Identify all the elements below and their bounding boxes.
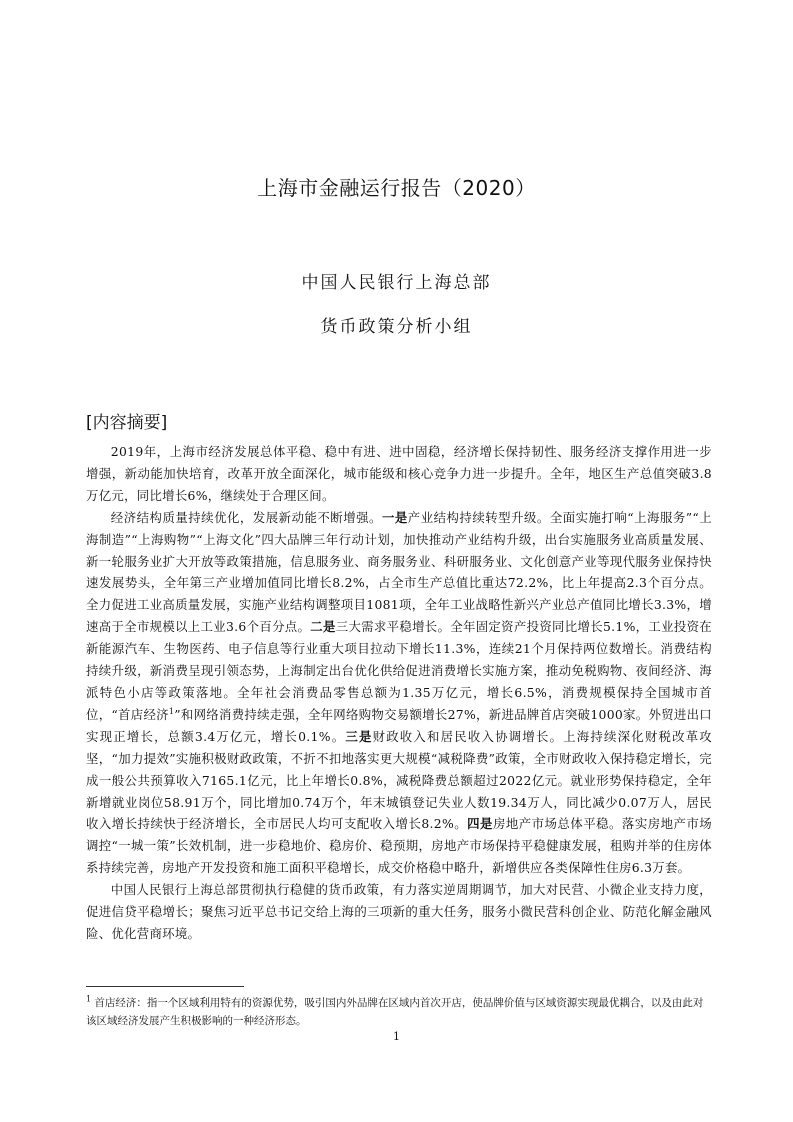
p2-industry: 产业结构持续转型升级。全面实施打响“上海服务”“上海制造”“上海购物”“上海文化”四大品牌三年行动计划，加快推动产业结构升级，出台实施服务业高质量发展、新一轮服务业扩大开放等政策措施，信息服务业、商务服务业、科研服务业、文化创意产业等现代服务业保持快速发展势头，全年第三产业增加值同比增长8.2%，占全市生产总值比重达72.2%，比上年提高2.3个百分点。全力促进工业高质量发展，实施产业结构调整项目1081项，全年工业战略性新兴产业总产值同比增长3.3%，增速高于全市规模以上工业3.6个百分点。 (86, 509, 712, 635)
point-marker-2: 二是 (310, 619, 336, 635)
footnote-text: 首店经济：指一个区域利用特有的资源优势，吸引国内外品牌在区域内首次开店，使品牌价值与区域资源实现最优耦合，以及由此对该区域经济发展产生积极影响的一种经济形态。 (86, 997, 704, 1027)
abstract-heading: [内容摘要] (86, 413, 168, 433)
footnote-reference: 1 (168, 706, 175, 716)
p2-income: 财政收入和居民收入协调增长。上海持续深化财税改革攻坚，“加力提效”实施积极财政政策，不折不扣地落实更大规模“减税降费”政策，全市财政收入保持稳定增长，完成一般公共预算收入7165.1亿元，比上年增长0.8%，减税降费总额超过2022亿元。就业形势保持稳定，全年新增就业岗位58.91万个，同比增加0.74万个，年末城镇登记失业人数19.34万人，同比减少0.07万人，居民收入增长持续快于经济增长，全市居民人均可支配收入增长8.2%。 (86, 728, 712, 832)
p2-demand-cont: ”和网络消费持续走强，全年网络购物交易额增长27%，新进品牌首店突破1000家。外贸进出口实现正增长，总额3.4万亿元，增长0.1%。 (86, 706, 712, 744)
point-marker-4: 四是 (467, 816, 493, 832)
footnote-marker: 1 (86, 994, 92, 1004)
footnote (86, 994, 710, 1030)
point-marker-1: 一是 (381, 509, 408, 525)
page-number: 1 (393, 1030, 400, 1043)
paragraph-2 (86, 507, 712, 879)
paragraph-3: 中国人民银行上海总部贯彻执行稳健的货币政策，有力落实逆周期调节，加大对民营、小微企业支持力度，促进信贷平稳增长；聚焦习近平总书记交给上海的三项新的重大任务，服务小微民营科创企业、防范化解金融风险、优化营商环境。 (86, 882, 712, 941)
p2-realestate: 房地产市场总体平稳。落实房地产市场调控“一城一策”长效机制，进一步稳地价、稳房价、稳预期，房地产市场保持平稳健康发展，租购并举的住房体系持续完善，房地产开发投资和施工面积平稳增长，成交价格稳中略升，新增供应各类保障性住房6.3万套。 (86, 816, 712, 876)
p2-lead: 经济结构质量持续优化，发展新动能不断增强。 (110, 509, 382, 525)
group-name: 货币政策分析小组 (320, 317, 473, 337)
report-title: 上海市金融运行报告（2020） (257, 176, 536, 200)
p2-demand: 三大需求平稳增长。全年固定资产投资同比增长5.1%，工业投资在新能源汽车、生物医药、电子信息等行业重大项目拉动下增长11.3%，连续21个月保持两位数增长。消费结构持续升级，新消费呈现引领态势，上海制定出台优化供给促进消费增长实施方案，推动免税购物、夜间经济、海派特色小店等政策落地。全年社会消费品零售总额为1.35万亿元，增长6.5%，消费规模保持全国城市首位，“首店经济 (86, 619, 712, 722)
point-marker-3: 三是 (345, 728, 373, 744)
org-name: 中国人民银行上海总部 (301, 273, 492, 293)
footnote-separator (86, 986, 244, 987)
paragraph-1: 2019年，上海市经济发展总体平稳、稳中有进、进中固稳，经济增长保持韧性、服务经济支撑作用进一步增强，新动能加快培育，改革开放全面深化，城市能级和核心竞争力进一步提升。全年，地区生产总值突破3.8万亿元，同比增长6%，继续处于合理区间。 (86, 444, 712, 503)
abstract-body (86, 441, 712, 945)
